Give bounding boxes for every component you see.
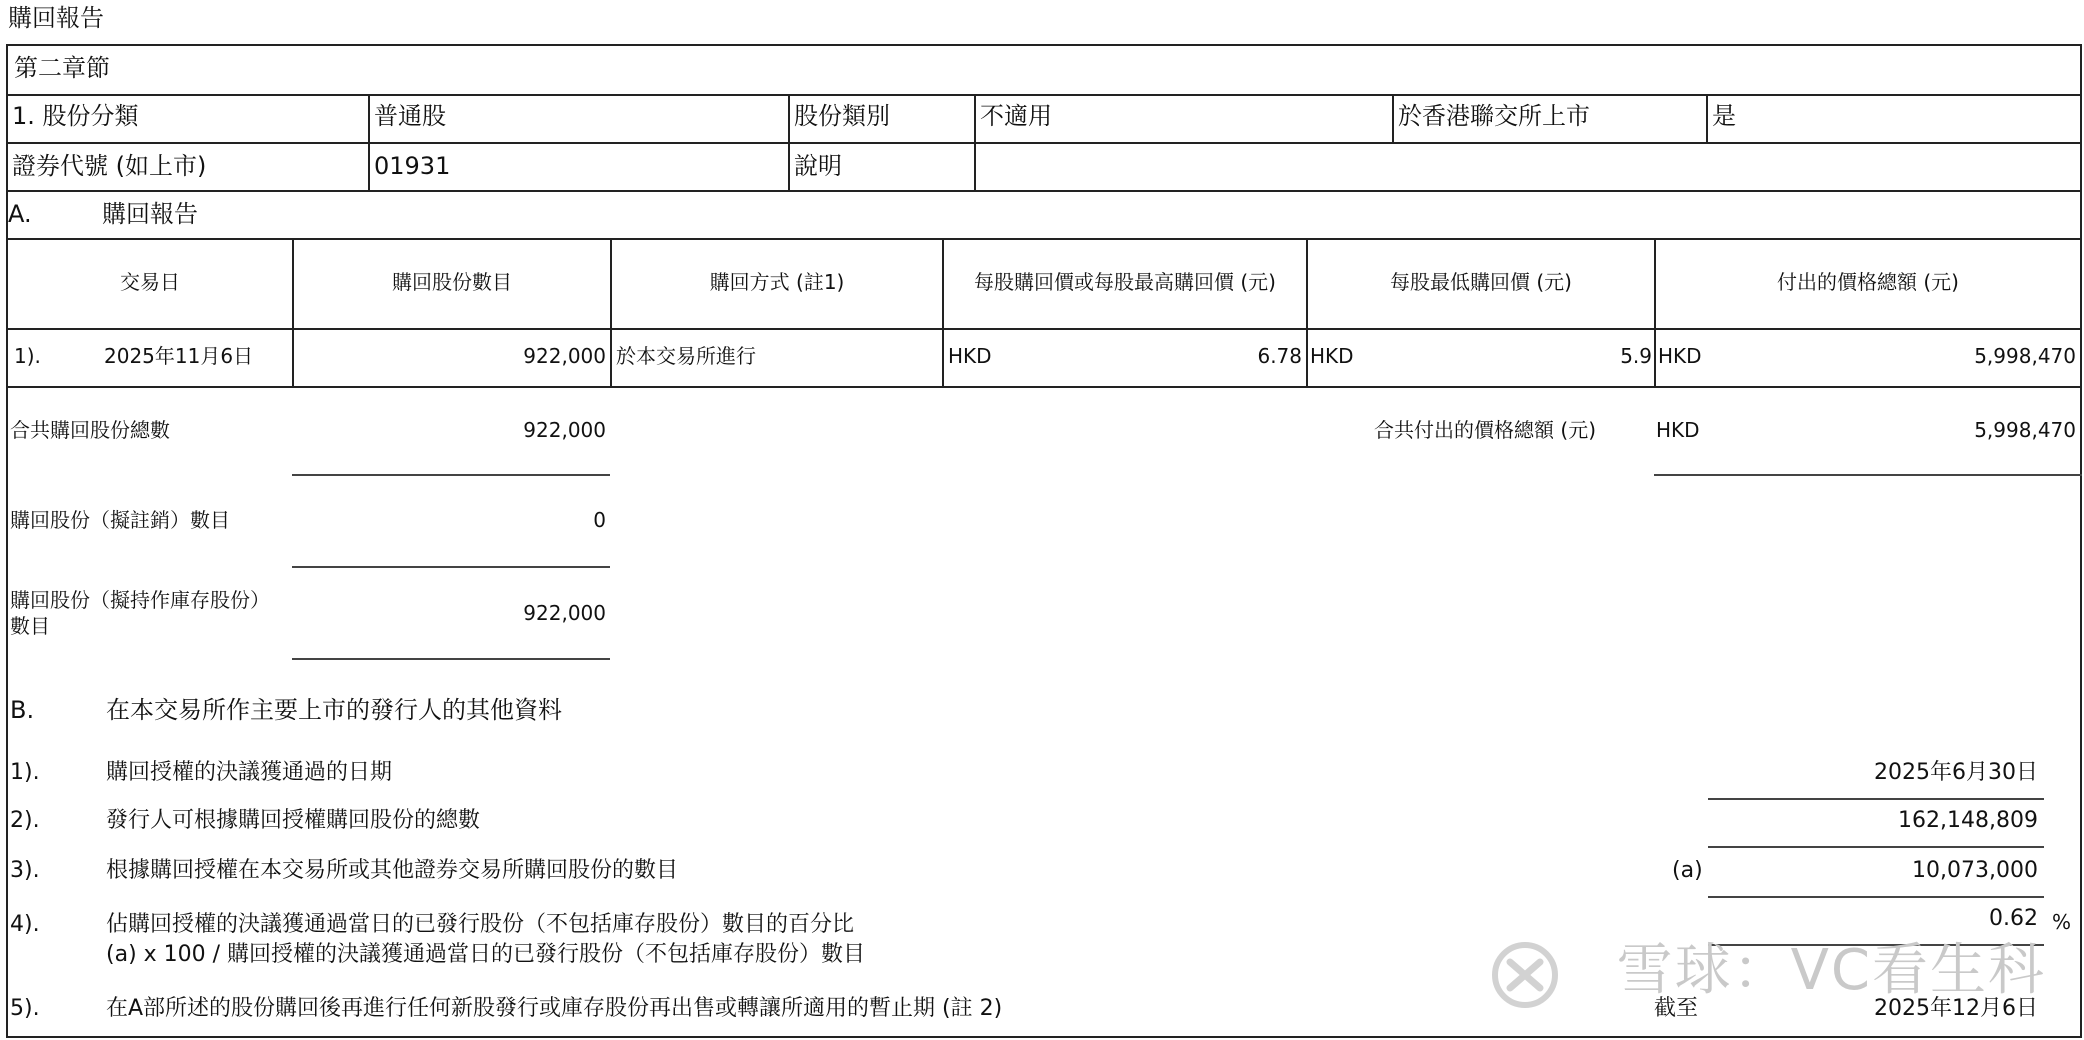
treasury-shares-value: 922,000 (523, 601, 606, 625)
header-trade-date: 交易日 (120, 270, 180, 294)
total-paid-currency: HKD (1656, 418, 1700, 442)
row-min-price: 5.9 (1620, 344, 1652, 368)
share-class-value: 普通股 (374, 102, 446, 130)
b-item-index: 1). (10, 760, 40, 785)
b-item-value: 10,073,000 (1912, 858, 2038, 883)
cancel-shares-value: 0 (593, 508, 606, 532)
page-title: 購回報告 (8, 4, 104, 32)
b-item-index: 3). (10, 858, 40, 883)
b-item-index: 2). (10, 808, 40, 833)
watermark-text: 雪球：VC看生科 (1616, 938, 2046, 1003)
b-item-value: 0.62 (1989, 906, 2038, 931)
section-b-title: 在本交易所作主要上市的發行人的其他資料 (106, 696, 562, 724)
row-shares: 922,000 (523, 344, 606, 368)
row-total: 5,998,470 (1974, 344, 2076, 368)
row-method: 於本交易所進行 (616, 344, 756, 368)
hk-listed-value: 是 (1712, 102, 1736, 130)
header-max-price: 每股購回價或每股最高購回價 (元) (974, 270, 1276, 294)
frame-top (6, 44, 2082, 46)
b-item-index: 5). (10, 996, 40, 1021)
total-paid-label: 合共付出的價格總額 (元) (1374, 418, 1596, 442)
row-min-currency: HKD (1310, 344, 1354, 368)
b-item-label: 佔購回授權的決議獲通過當日的已發行股份（不包括庫存股份）數目的百分比 (106, 912, 855, 937)
hk-listed-label: 於香港聯交所上市 (1398, 102, 1590, 130)
total-shares-value: 922,000 (523, 418, 606, 442)
section-b-letter: B. (10, 696, 35, 724)
b-item-value: 2025年6月30日 (1874, 760, 2038, 785)
row-max-currency: HKD (948, 344, 992, 368)
share-type-label: 股份類別 (794, 102, 890, 130)
header-method: 購回方式 (註1) (709, 270, 845, 294)
stock-code-value: 01931 (374, 152, 451, 180)
row-total-currency: HKD (1658, 344, 1702, 368)
snowball-logo-icon (1490, 940, 1560, 1010)
frame-left (6, 44, 8, 1038)
frame-bottom (6, 1036, 2082, 1038)
b-item-prefix: (a) (1672, 858, 1703, 883)
share-type-value: 不適用 (980, 102, 1052, 130)
stock-code-label: 證券代號 (如上市) (12, 152, 207, 180)
frame-right (2080, 44, 2082, 1038)
b-item-value: 2025年12月6日 (1874, 996, 2038, 1021)
header-shares: 購回股份數目 (392, 270, 512, 294)
percent-sign: % (2052, 910, 2072, 934)
b-item-value: 162,148,809 (1898, 808, 2038, 833)
b-item-label: 根據購回授權在本交易所或其他證券交易所購回股份的數目 (106, 858, 679, 883)
b-item-prefix: 截至 (1654, 996, 1699, 1021)
treasury-shares-label-1: 購回股份（擬持作庫存股份） (10, 588, 270, 612)
b-item-label: 發行人可根據購回授權購回股份的總數 (106, 808, 481, 833)
total-paid-value: 5,998,470 (1974, 418, 2076, 442)
row-max-price: 6.78 (1257, 344, 1302, 368)
b-item-index: 4). (10, 912, 40, 937)
section-a-title: 購回報告 (102, 200, 198, 228)
header-total-paid: 付出的價格總額 (元) (1777, 270, 1959, 294)
b-item-label: 在A部所述的股份購回後再進行任何新股發行或庫存股份再出售或轉讓所適用的暫止期 (註 2) (106, 996, 1003, 1021)
description-label: 說明 (794, 152, 842, 180)
b-item-label: 購回授權的決議獲通過的日期 (106, 760, 393, 785)
row-index: 1). (14, 344, 41, 368)
b-item-label-2: (a) x 100 / 購回授權的決議獲通過當日的已發行股份（不包括庫存股份）數目 (106, 942, 866, 967)
row-trade-date: 2025年11月6日 (104, 344, 254, 368)
share-class-label: 1. 股份分類 (12, 102, 139, 130)
total-shares-label: 合共購回股份總數 (10, 418, 170, 442)
section-a-letter: A. (8, 200, 32, 228)
chapter-title: 第二章節 (14, 54, 110, 82)
cancel-shares-label: 購回股份（擬註銷）數目 (10, 508, 230, 532)
treasury-shares-label-2: 數目 (10, 614, 50, 638)
header-min-price: 每股最低購回價 (元) (1390, 270, 1572, 294)
